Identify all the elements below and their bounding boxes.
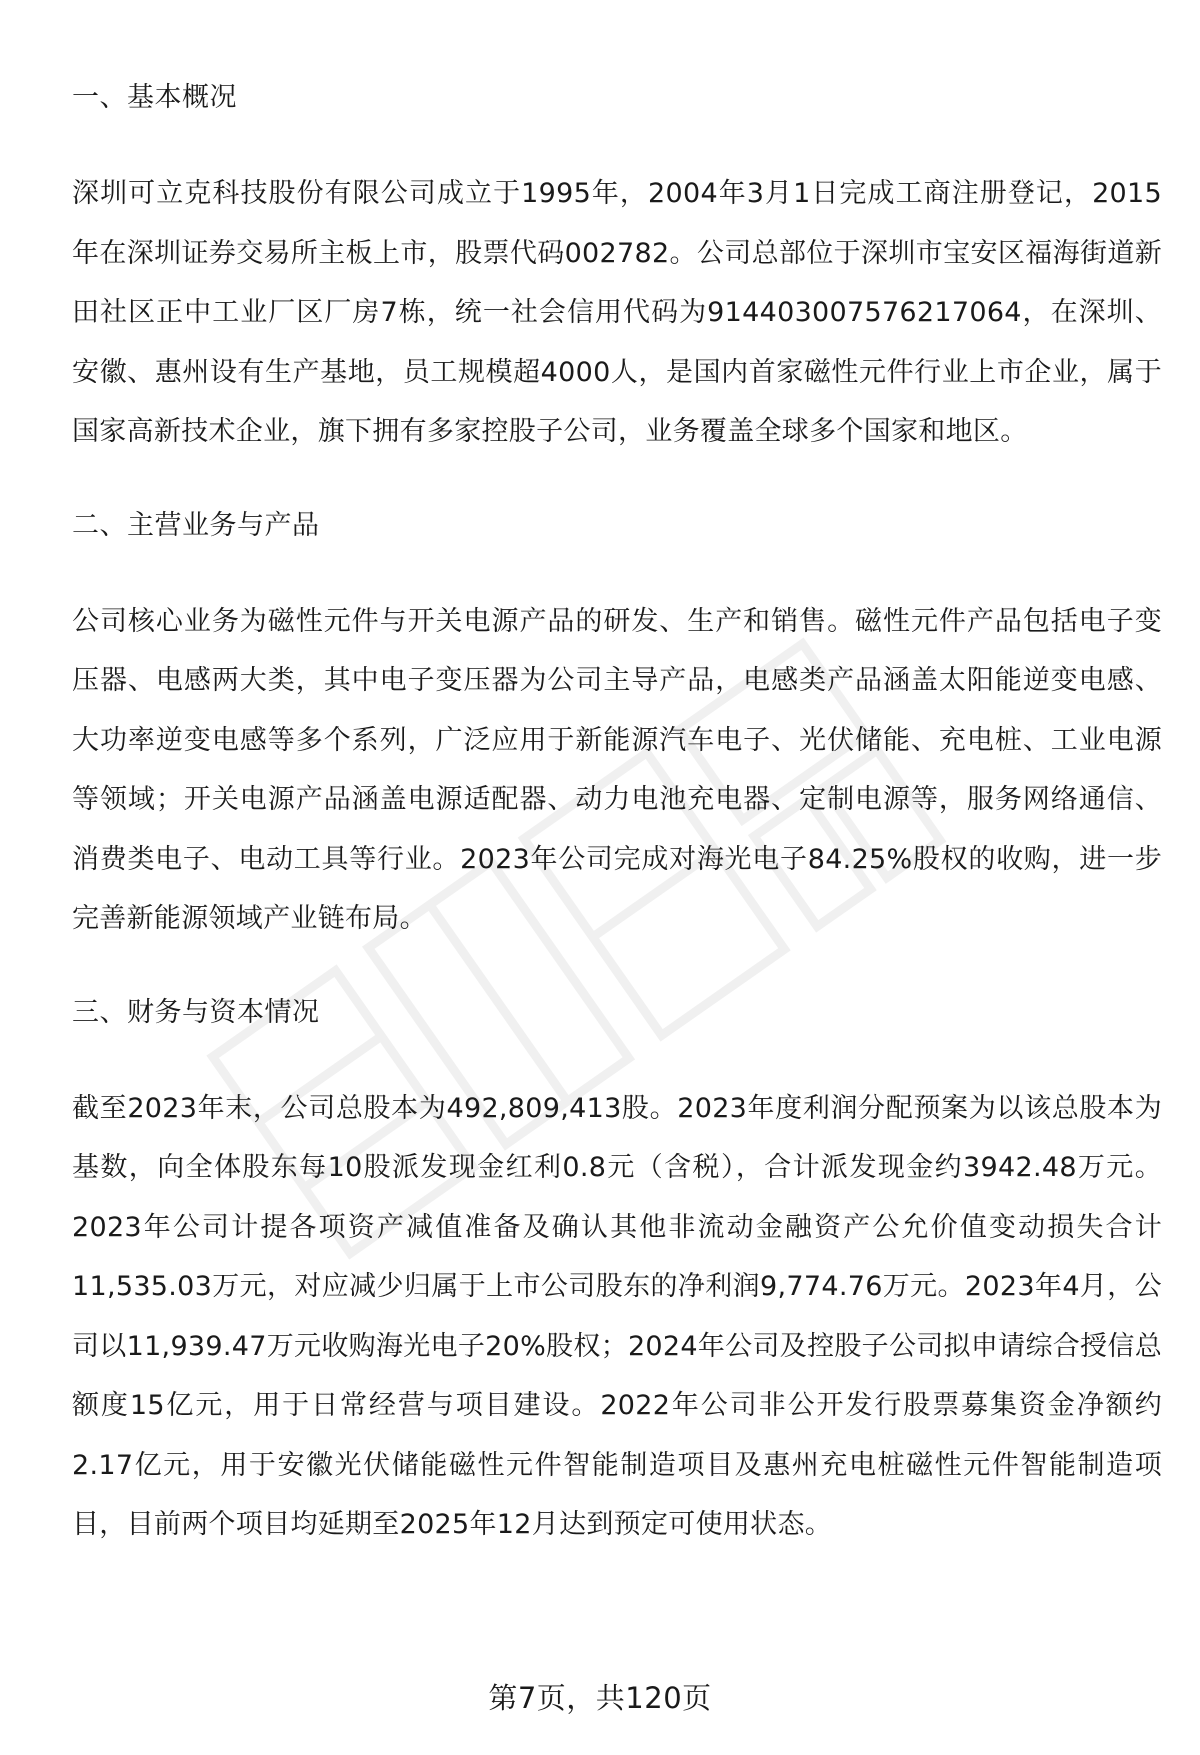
section-heading: 一、基本概况 — [72, 82, 237, 113]
section-finance-capital — [72, 993, 1162, 1555]
section-paragraph: 公司核心业务为磁性元件与开关电源产品的研发、生产和销售。磁性元件产品包括电子变压器、电感两大类，其中电子变压器为公司主导产品，电感类产品涵盖太阳能逆变电感、大功率逆变电感等多个系列，广泛应用于新能源汽车电子、光伏储能、充电桩、工业电源等领域；开关电源产品涵盖电源适配器、动力电池充电器、定制电源等，服务网络通信、消费类电子、电动工具等行业。2023年公司完成对海光电子84.25%股权的收购，进一步完善新能源领域产业链布局。 — [72, 605, 1162, 934]
page-number: 第7页，共120页 — [488, 1681, 712, 1715]
document-body — [72, 78, 1162, 1599]
section-heading: 三、财务与资本情况 — [72, 996, 320, 1028]
section-paragraph: 深圳可立克科技股份有限公司成立于1995年，2004年3月1日完成工商注册登记，2015年在深圳证券交易所主板上市，股票代码002782。公司总部位于深圳市宝安区福海街道新田社区正中工业厂区厂房7栋，统一社会信用代码为914403007576217064，在深圳、安徽、惠州设有生产基地，员工规模超4000人，是国内首家磁性元件行业上市企业，属于国家高新技术企业，旗下拥有多家控股子公司，业务覆盖全球多个国家和地区。 — [72, 178, 1162, 447]
section-basic-overview — [72, 78, 1162, 462]
section-main-business — [72, 506, 1162, 949]
section-paragraph: 截至2023年末，公司总股本为492,809,413股。2023年度利润分配预案为以该总股本为基数，向全体股东每10股派发现金红利0.8元（含税），合计派发现金约3942.48万元。2023年公司计提各项资产减值准备及确认其他非流动金融资产公允价值变动损失合计11,535.03万元，对应减少归属于上市公司股东的净利润9,774.76万元。2023年4月，公司以11,939.47万元收购海光电子20%股权；2024年公司及控股子公司拟申请综合授信总额度15亿元，用于日常经营与项目建设。2022年公司非公开发行股票募集资金净额约2.17亿元，用于安徽光伏储能磁性元件智能制造项目及惠州充电桩磁性元件智能制造项目，目前两个项目均延期至2025年12月达到预定可使用状态。 — [72, 1092, 1162, 1540]
section-heading: 二、主营业务与产品 — [72, 509, 320, 541]
